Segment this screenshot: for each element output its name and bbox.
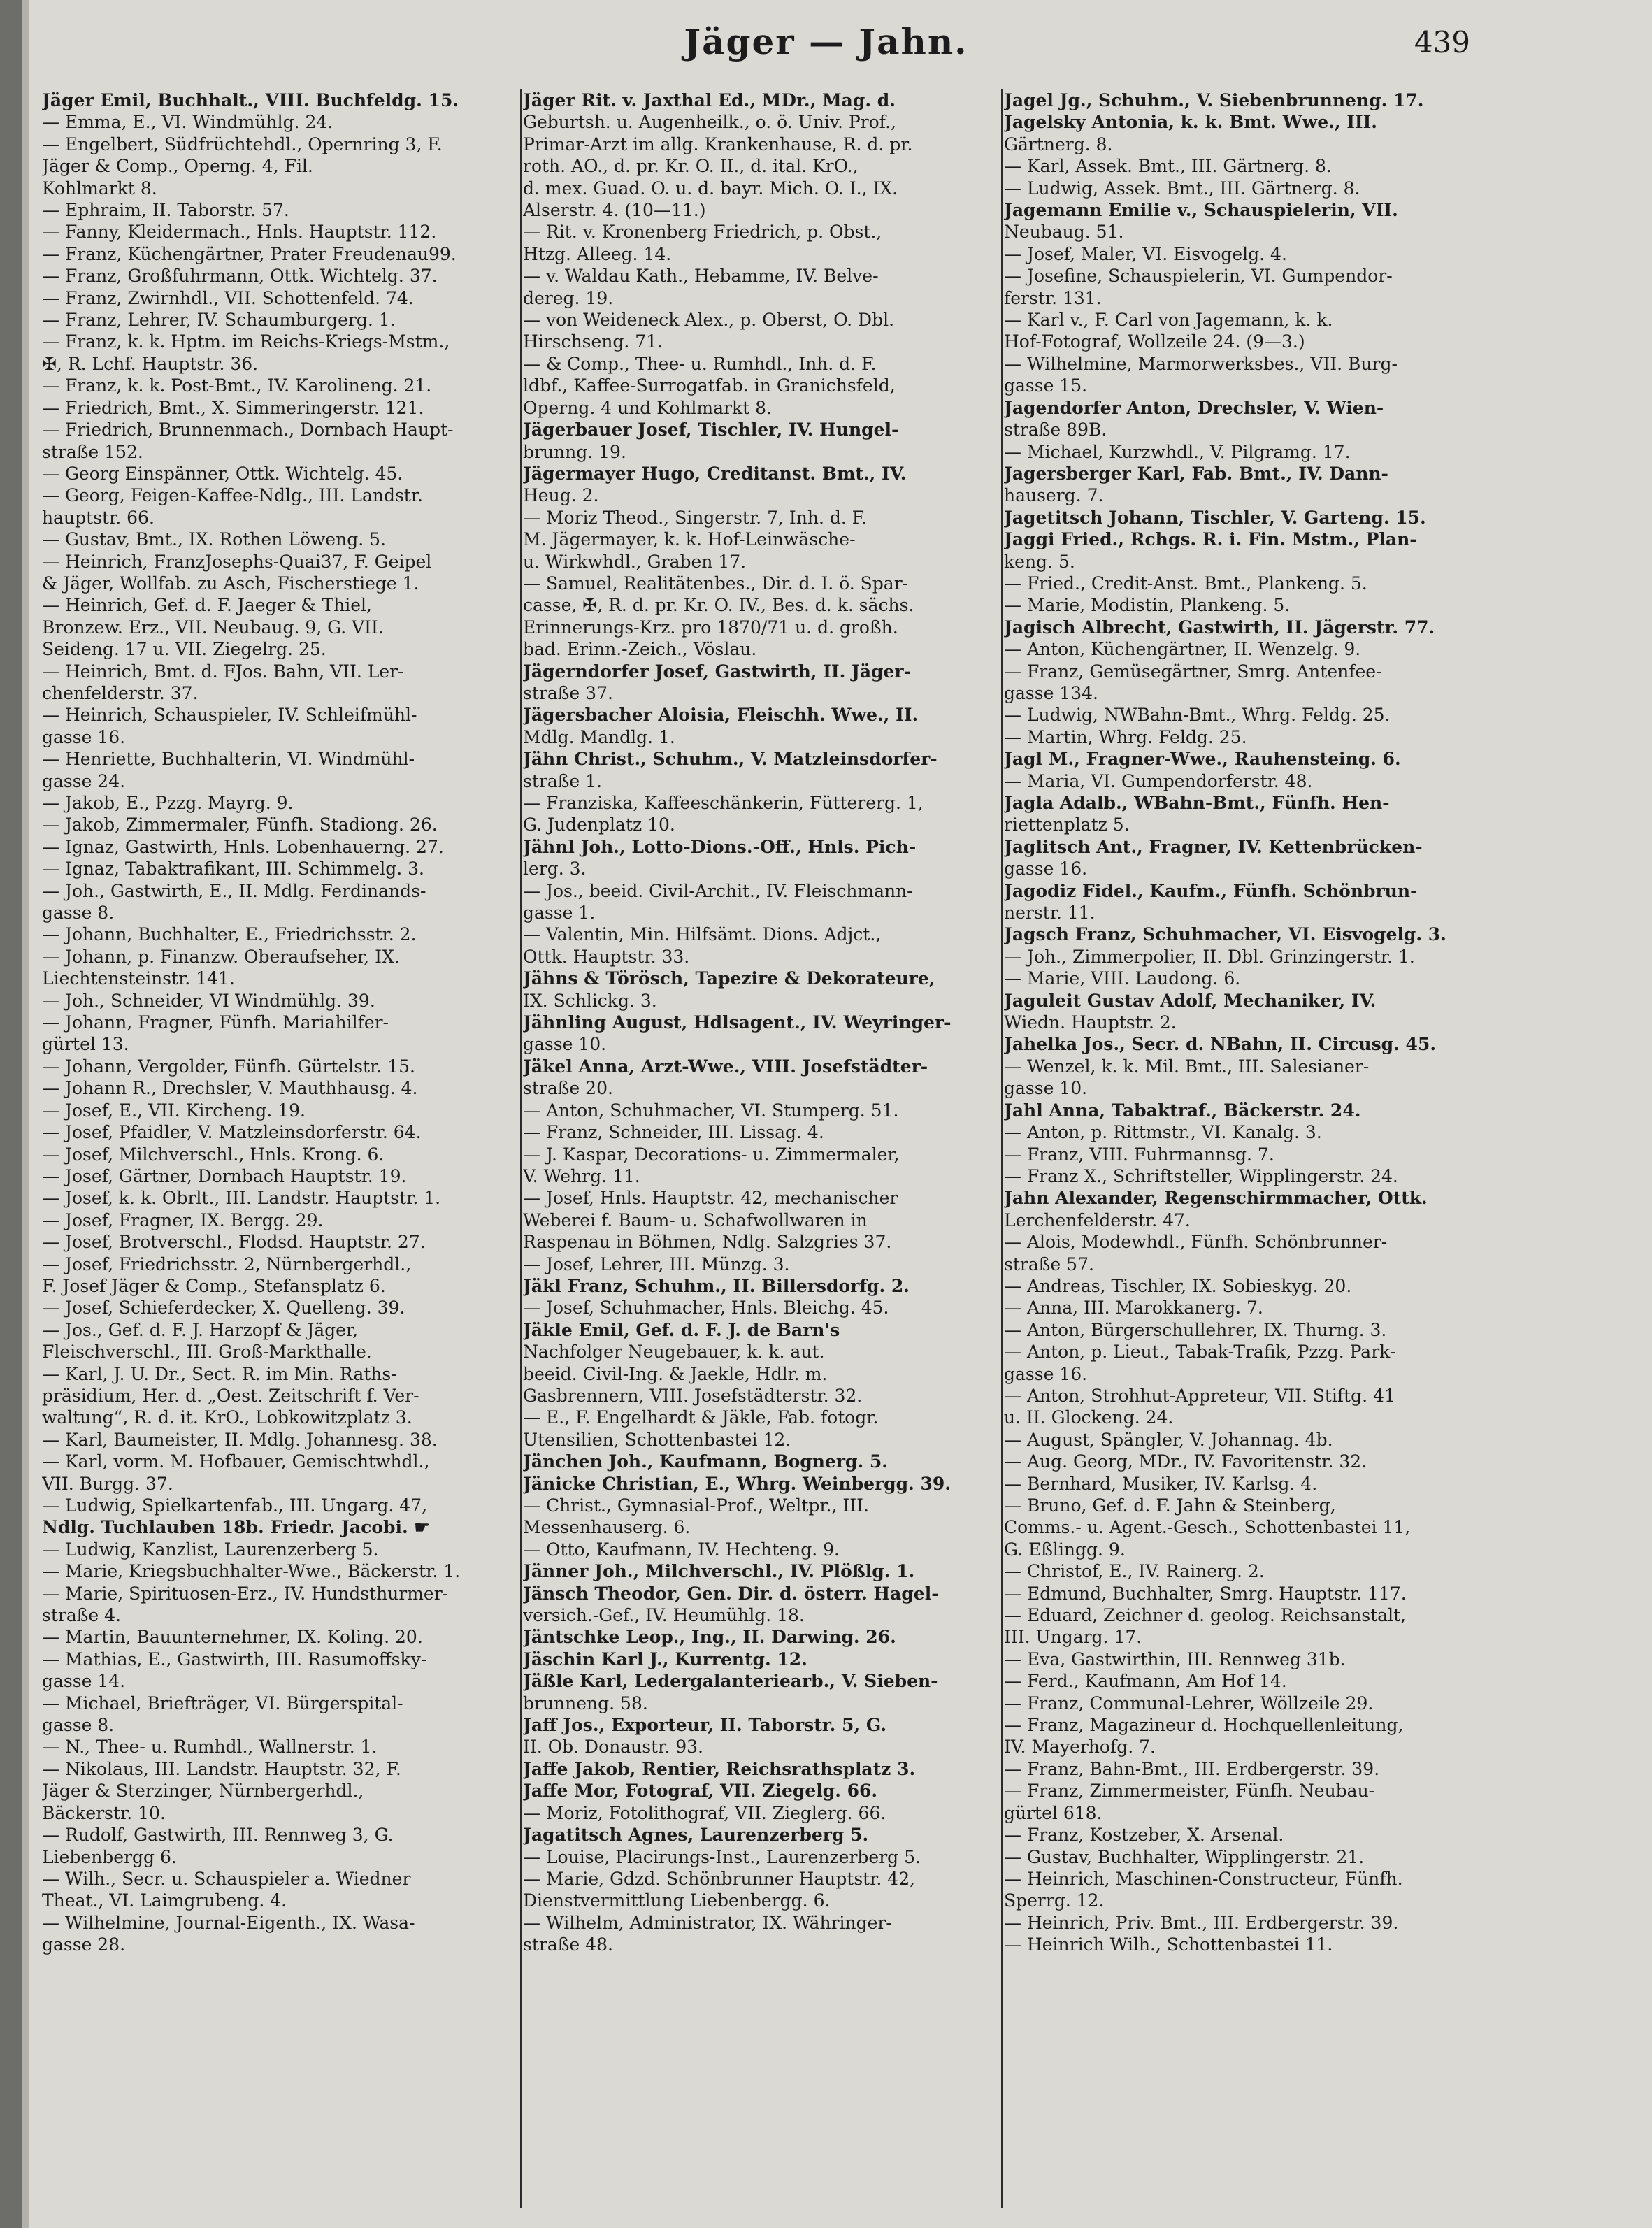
directory-entry-line: — Karl, J. U. Dr., Sect. R. im Min. Raths- [42,1363,397,1384]
directory-entry-line: — Wenzel, k. k. Mil. Bmt., III. Salesianer- [1004,1056,1370,1077]
directory-entry-line: Jaglitsch Ant., Fragner, IV. Kettenbrücken- [1004,836,1423,857]
directory-entry-line: roth. AO., d. pr. Kr. O. II., d. ital. KrO., [523,156,859,177]
directory-entry-line: Liebenbergg 6. [42,1846,177,1867]
directory-entry-line: — N., Thee- u. Rumhdl., Wallnerstr. 1. [42,1737,378,1758]
directory-entry-line: Jagel Jg., Schuhm., V. Siebenbrunneng. 17. [1004,90,1424,110]
directory-entry-line: keng. 5. [1004,551,1075,572]
directory-entry-line: — Josef, Maler, VI. Eisvogelg. 4. [1004,243,1287,264]
directory-entry-line: — Ludwig, NWBahn-Bmt., Whrg. Feldg. 25. [1004,705,1391,726]
directory-entry-line: Jähns & Törösch, Tapezire & Dekorateure, [523,968,935,989]
directory-entry-line: Jäschin Karl J., Kurrentg. 12. [523,1648,807,1669]
directory-entry-line: dereg. 19. [523,287,614,308]
directory-entry-line: gasse 1. [523,903,596,923]
directory-entry-line: — Joh., Gastwirth, E., II. Mdlg. Ferdinands- [42,880,426,901]
directory-entry-line: — Moriz Theod., Singerstr. 7, Inh. d. F. [523,507,868,528]
directory-entry-line: — Michael, Briefträger, VI. Bürgerspital- [42,1692,403,1713]
directory-entry-line: — Franz, Kostzeber, X. Arsenal. [1004,1825,1284,1846]
directory-entry-line: VII. Burgg. 37. [42,1473,173,1494]
directory-entry-line: — Johann, Vergolder, Fünfh. Gürtelstr. 15. [42,1056,415,1077]
directory-entry-line: — Josef, E., VII. Kircheng. 19. [42,1100,306,1121]
directory-entry-line: — Johann R., Drechsler, V. Mauthhausg. 4. [42,1078,418,1099]
directory-entry-line: — Bernhard, Musiker, IV. Karlsg. 4. [1004,1473,1318,1494]
directory-entry-line: — Edmund, Buchhalter, Smrg. Hauptstr. 117. [1004,1583,1407,1604]
directory-entry-line: III. Ungarg. 17. [1004,1627,1142,1648]
directory-entry-line: V. Wehrg. 11. [523,1165,640,1186]
directory-entry-line: Comms.- u. Agent.-Gesch., Schottenbastei 11, [1004,1517,1411,1538]
directory-entry-line: Alserstr. 4. (10—11.) [523,200,706,221]
directory-entry-line: F. Josef Jäger & Comp., Stefansplatz 6. [42,1275,386,1296]
directory-entry-line: — Gustav, Bmt., IX. Rothen Löweng. 5. [42,529,386,550]
directory-entry-line: — Georg Einspänner, Ottk. Wichtelg. 45. [42,463,403,484]
directory-entry-line: — Ludwig, Spielkartenfab., III. Ungarg. 47, [42,1495,428,1516]
directory-entry-line: Htzg. Alleeg. 14. [523,243,672,264]
directory-entry-line: — Wilh., Secr. u. Schauspieler a. Wiedner [42,1868,411,1889]
directory-entry-line: — Ferd., Kaufmann, Am Hof 14. [1004,1671,1287,1692]
directory-entry-line: Jänchen Joh., Kaufmann, Bognerg. 5. [523,1451,888,1472]
directory-entry-line: — Heinrich, Gef. d. F. Jaeger & Thiel, [42,595,372,616]
directory-entry-line: — von Weideneck Alex., p. Oberst, O. Dbl. [523,310,895,331]
directory-entry-line: — Franz X., Schriftsteller, Wipplingerstr. 24. [1004,1165,1398,1186]
directory-entry-line: — Fanny, Kleidermach., Hnls. Hauptstr. 112. [42,222,437,243]
directory-entry-line: Gasbrennern, VIII. Josefstädterstr. 32. [523,1385,863,1406]
directory-entry-line: — Franz, Bahn-Bmt., III. Erdbergerstr. 39. [1004,1758,1380,1779]
scan-binding-edge [0,0,22,2228]
directory-entry-line: beeid. Civil-Ing. & Jaekle, Hdlr. m. [523,1363,828,1384]
directory-entry-line: Erinnerungs-Krz. pro 1870/71 u. d. großh. [523,617,898,638]
directory-entry-line: — Josef, Fragner, IX. Bergg. 29. [42,1209,324,1230]
directory-entry-line: Messenhauserg. 6. [523,1517,691,1538]
directory-entry-line: G. Eßlingg. 9. [1004,1539,1126,1560]
directory-entry-line: — Samuel, Realitätenbes., Dir. d. I. ö. Spar- [523,573,909,594]
directory-entry-line: — E., F. Engelhardt & Jäkle, Fab. fotogr. [523,1407,879,1428]
directory-entry-line: straße 4. [42,1605,122,1626]
directory-entry-line: — Wilhelm, Administrator, IX. Währinger- [523,1912,892,1933]
directory-entry-line: — Eva, Gastwirthin, III. Rennweg 31b. [1004,1648,1346,1669]
directory-entry-line: — Rudolf, Gastwirth, III. Rennweg 3, G. [42,1825,394,1846]
directory-entry-line: gasse 8. [42,903,115,923]
directory-entry-line: Gärtnerg. 8. [1004,134,1113,154]
directory-entry-line: — Marie, Gdzd. Schönbrunner Hauptstr. 42, [523,1868,916,1889]
directory-entry-line: — Rit. v. Kronenberg Friedrich, p. Obst., [523,222,882,243]
directory-entry-line: — Christ., Gymnasial-Prof., Weltpr., III. [523,1495,869,1516]
directory-entry-line: casse, ✠, R. d. pr. Kr. O. IV., Bes. d. k. sächs. [523,595,914,616]
directory-entry-line: — Ephraim, II. Taborstr. 57. [42,200,289,221]
directory-entry-line: — Andreas, Tischler, IX. Sobieskyg. 20. [1004,1275,1352,1296]
directory-entry-line: IV. Mayerhofg. 7. [1004,1737,1156,1758]
directory-entry-line: — Johann, Fragner, Fünfh. Mariahilfer- [42,1012,389,1033]
directory-entry-line: — Otto, Kaufmann, IV. Hechteng. 9. [523,1539,840,1560]
directory-entry-line: straße 20. [523,1078,613,1099]
directory-entry-line: — Wilhelmine, Journal-Eigenth., IX. Wasa- [42,1912,415,1933]
directory-entry-line: — Marie, Kriegsbuchhalter-Wwe., Bäckerstr. 1. [42,1561,461,1582]
directory-entry-line: — Josef, Schieferdecker, X. Quelleng. 39. [42,1298,405,1318]
directory-entry-line: Jaggi Fried., Rchgs. R. i. Fin. Mstm., Plan- [1004,529,1417,550]
directory-entry-line: Wiedn. Hauptstr. 2. [1004,1012,1177,1033]
directory-entry-line: Jäger Emil, Buchhalt., VIII. Buchfeldg. 15. [42,90,459,110]
directory-entry-line: Jägersbacher Aloisia, Fleischh. Wwe., II. [523,705,919,726]
directory-entry-line: Jaffe Mor, Fotograf, VII. Ziegelg. 66. [523,1781,878,1802]
directory-entry-line: nerstr. 11. [1004,903,1096,923]
directory-entry-line: — Heinrich, Schauspieler, IV. Schleifmühl- [42,705,417,726]
directory-entry-line: Jagersberger Karl, Fab. Bmt., IV. Dann- [1004,463,1388,484]
directory-entry-line: — Josef, Friedrichsstr. 2, Nürnbergerhdl., [42,1253,412,1274]
directory-entry-line: — Bruno, Gef. d. F. Jahn & Steinberg, [1004,1495,1336,1516]
directory-entry-line: — Josef, Milchverschl., Hnls. Krong. 6. [42,1144,385,1165]
directory-entry-line: lerg. 3. [523,858,587,879]
directory-entry-line: — Franz, Schneider, III. Lissag. 4. [523,1122,824,1143]
directory-entry-line: Jäkle Emil, Gef. d. F. J. de Barn's [523,1319,840,1340]
directory-entry-line: — Eduard, Zeichner d. geolog. Reichsanstalt, [1004,1605,1407,1626]
directory-entry-line: — Karl, vorm. M. Hofbauer, Gemischtwhdl., [42,1451,430,1472]
directory-entry-line: Jaffe Jakob, Rentier, Reichsrathsplatz 3. [523,1758,916,1779]
directory-entry-line: gasse 10. [1004,1078,1088,1099]
directory-entry-line: — Marie, Modistin, Plankeng. 5. [1004,595,1291,616]
directory-entry-line: Jägermayer Hugo, Creditanst. Bmt., IV. [523,463,907,484]
directory-entry-line: ✠, R. Lchf. Hauptstr. 36. [42,353,259,374]
directory-entry-line: — Anna, III. Marokkanerg. 7. [1004,1298,1263,1318]
directory-entry-line: — Anton, Bürgerschullehrer, IX. Thurng. 3. [1004,1319,1387,1340]
directory-entry-line: Jäger & Sterzinger, Nürnbergerhdl., [42,1781,364,1802]
directory-entry-line: gasse 14. [42,1671,126,1692]
directory-entry-line: hauptstr. 66. [42,507,155,528]
directory-entry-line: — Louise, Placirungs-Inst., Laurenzerberg 5. [523,1846,921,1867]
directory-entry-line: — Anton, p. Rittmstr., VI. Kanalg. 3. [1004,1122,1322,1143]
directory-entry-line: Jagemann Emilie v., Schauspielerin, VII. [1004,200,1398,221]
directory-entry-line: — Friedrich, Brunnenmach., Dornbach Haupt- [42,419,454,440]
directory-entry-line: II. Ob. Donaustr. 93. [523,1737,703,1758]
directory-entry-line: — Christof, E., IV. Rainerg. 2. [1004,1561,1265,1582]
directory-entry-line: — Josef, Gärtner, Dornbach Hauptstr. 19. [42,1165,407,1186]
directory-entry-line: Jagelsky Antonia, k. k. Bmt. Wwe., III. [1004,112,1378,133]
directory-entry-line: Jagendorfer Anton, Drechsler, V. Wien- [1004,397,1384,418]
directory-entry-line: Heug. 2. [523,485,599,506]
directory-entry-line: Operng. 4 und Kohlmarkt 8. [523,397,772,418]
directory-entry-line: — Marie, Spirituosen-Erz., IV. Hundsthurmer- [42,1583,449,1604]
directory-entry-line: Jagla Adalb., WBahn-Bmt., Fünfh. Hen- [1004,793,1390,813]
directory-entry-line: M. Jägermayer, k. k. Hof-Leinwäsche- [523,529,856,550]
directory-entry-line: — Martin, Whrg. Feldg. 25. [1004,726,1247,747]
directory-entry-line: straße 89B. [1004,419,1107,440]
directory-entry-line: Jagatitsch Agnes, Laurenzerberg 5. [523,1825,869,1846]
directory-entry-line: straße 57. [1004,1253,1094,1274]
directory-entry-line: gürtel 618. [1004,1802,1102,1823]
directory-entry-line: Jänicke Christian, E., Whrg. Weinbergg. 39. [523,1473,951,1494]
directory-entry-line: — Heinrich, FranzJosephs-Quai37, F. Geipel [42,551,432,572]
directory-entry-line: Jagodiz Fidel., Kaufm., Fünfh. Schönbrun- [1004,880,1418,901]
directory-entry-line: Primar-Arzt im allg. Krankenhause, R. d. pr. [523,134,913,154]
directory-entry-line: gasse 8. [42,1715,115,1736]
directory-entry-line: — Joh., Zimmerpolier, II. Dbl. Grinzingerstr. 1. [1004,946,1415,967]
directory-entry-line: — Franz, Zwirnhdl., VII. Schottenfeld. 74. [42,287,414,308]
directory-entry-line: — & Comp., Thee- u. Rumhdl., Inh. d. F. [523,353,877,374]
directory-entry-line: — Franz, k. k. Hptm. im Reichs-Kriegs-Mstm., [42,331,450,352]
directory-entry-line: gasse 16. [1004,858,1088,879]
directory-entry-line: Bronzew. Erz., VII. Neubaug. 9, G. VII. [42,617,384,638]
directory-entry-line: — Franziska, Kaffeeschänkerin, Füttererg. 1, [523,793,924,813]
directory-entry-line: — Michael, Kurzwhdl., V. Pilgramg. 17. [1004,441,1351,462]
directory-entry-line: — Maria, VI. Gumpendorferstr. 48. [1004,770,1313,791]
directory-entry-line: Jagetitsch Johann, Tischler, V. Garteng. 15. [1004,507,1426,528]
directory-entry-line: ferstr. 131. [1004,287,1102,308]
directory-entry-line: — Friedrich, Bmt., X. Simmeringerstr. 121. [42,397,424,418]
directory-entry-line: — Nikolaus, III. Landstr. Hauptstr. 32, F. [42,1758,401,1779]
directory-entry-line: gürtel 13. [42,1034,129,1055]
directory-entry-line: — Anton, Schuhmacher, VI. Stumperg. 51. [523,1100,899,1121]
directory-entry-line: — Henriette, Buchhalterin, VI. Windmühl- [42,749,415,770]
directory-entry-line: — Anton, Strohhut-Appreteur, VII. Stiftg. 41 [1004,1385,1395,1406]
directory-entry-line: Dienstvermittlung Liebenbergg. 6. [523,1890,831,1911]
directory-entry-line: Geburtsh. u. Augenheilk., o. ö. Univ. Prof., [523,112,896,133]
directory-entry-line: — Franz, Großfuhrmann, Ottk. Wichtelg. 37. [42,266,438,287]
directory-entry-line: Jahl Anna, Tabaktraf., Bäckerstr. 24. [1004,1100,1361,1121]
directory-entry-line: straße 1. [523,770,603,791]
directory-entry-line: — Josef, k. k. Obrlt., III. Landstr. Hauptstr. 1. [42,1188,441,1209]
directory-entry-line: Liechtensteinstr. 141. [42,968,235,989]
directory-entry-line: Jaff Jos., Exporteur, II. Taborstr. 5, G. [523,1715,887,1736]
directory-entry-line: — Josefine, Schauspielerin, VI. Gumpendor- [1004,266,1393,287]
directory-entry-line: Sperrg. 12. [1004,1890,1105,1911]
directory-entry-line: — v. Waldau Kath., Hebamme, IV. Belve- [523,266,879,287]
directory-entry-line: Jäger & Comp., Operng. 4, Fil. [42,156,313,177]
directory-entry-line: Hof-Fotograf, Wollzeile 24. (9—3.) [1004,331,1305,352]
directory-entry-line: Jähnling August, Hdlsagent., IV. Weyringer- [523,1012,951,1033]
directory-entry-line: Jagisch Albrecht, Gastwirth, II. Jägerstr. 77. [1004,617,1435,638]
directory-entry-line: — Franz, Magazineur d. Hochquellenleitung, [1004,1715,1404,1736]
directory-entry-line: Jägerndorfer Josef, Gastwirth, II. Jäger- [523,661,911,682]
directory-entry-line: Jäkel Anna, Arzt-Wwe., VIII. Josefstädter- [523,1056,928,1077]
directory-entry-line: — Franz, k. k. Post-Bmt., IV. Karolineng. 21. [42,375,432,396]
directory-entry-line: — Jakob, Zimmermaler, Fünfh. Stadiong. 26. [42,814,438,835]
directory-entry-line: Theat., VI. Laimgrubeng. 4. [42,1890,287,1911]
directory-entry-line: gasse 10. [523,1034,607,1055]
directory-entry-line: hauserg. 7. [1004,485,1104,506]
directory-entry-line: Ndlg. Tuchlauben 18b. Friedr. Jacobi. ☛ [42,1517,430,1538]
directory-entry-line: — J. Kaspar, Decorations- u. Zimmermaler, [523,1144,900,1165]
directory-entry-line: — August, Spängler, V. Johannag. 4b. [1004,1429,1333,1450]
directory-entry-line: — Joh., Schneider, VI Windmühlg. 39. [42,990,375,1011]
directory-entry-line: Jäkl Franz, Schuhm., II. Billersdorfg. 2. [523,1275,910,1296]
directory-entry-line: — Ludwig, Kanzlist, Laurenzerberg 5. [42,1539,379,1560]
directory-entry-line: chenfelderstr. 37. [42,682,199,703]
directory-entry-line: Jägerbauer Josef, Tischler, IV. Hungel- [523,419,899,440]
directory-entry-line: Fleischverschl., III. Groß-Markthalle. [42,1342,372,1363]
directory-entry-line: brunneng. 58. [523,1692,648,1713]
directory-entry-line: Jähnl Joh., Lotto-Dions.-Off., Hnls. Pich- [523,836,917,857]
directory-entry-line: Jahelka Jos., Secr. d. NBahn, II. Circusg. 45. [1004,1034,1437,1055]
directory-entry-line: Jähn Christ., Schuhm., V. Matzleinsdorfer- [523,749,938,770]
directory-entry-line: — Josef, Pfaidler, V. Matzleinsdorferstr. 64. [42,1122,422,1143]
directory-entry-line: Jaguleit Gustav Adolf, Mechaniker, IV. [1004,990,1377,1011]
directory-entry-line: brunng. 19. [523,441,626,462]
directory-entry-line: — Heinrich, Bmt. d. FJos. Bahn, VII. Ler- [42,661,404,682]
directory-entry-line: gasse 28. [42,1934,126,1955]
directory-entry-line: — Heinrich Wilh., Schottenbastei 11. [1004,1934,1333,1955]
directory-entry-line: IX. Schlickg. 3. [523,990,657,1011]
directory-entry-line: Bäckerstr. 10. [42,1802,166,1823]
directory-entry-line: — Marie, VIII. Laudong. 6. [1004,968,1241,989]
directory-entry-line: — Josef, Lehrer, III. Münzg. 3. [523,1253,790,1274]
directory-entry-line: bad. Erinn.-Zeich., Vöslau. [523,639,757,660]
directory-entry-line: Utensilien, Schottenbastei 12. [523,1429,791,1450]
directory-entry-line: — Ludwig, Assek. Bmt., III. Gärtnerg. 8. [1004,178,1360,199]
directory-entry-line: gasse 134. [1004,682,1098,703]
directory-entry-line: — Franz, Küchengärtner, Prater Freudenau99. [42,243,457,264]
directory-entry-line: Jänner Joh., Milchverschl., IV. Plößlg. 1. [523,1561,915,1582]
directory-entry-line: straße 48. [523,1934,613,1955]
directory-entry-line: Seideng. 17 u. VII. Ziegelrg. 25. [42,639,326,660]
directory-entry-line: Hirschseng. 71. [523,331,663,352]
directory-entry-line: — Franz, Zimmermeister, Fünfh. Neubau- [1004,1781,1375,1802]
directory-entry-line: — Mathias, E., Gastwirth, III. Rasumoffsky- [42,1648,427,1669]
directory-entry-line: Jäßle Karl, Ledergalanteriearb., V. Sieben- [523,1671,938,1692]
scan-binding-shadow [22,0,29,2228]
directory-entry-line: gasse 16. [42,726,126,747]
directory-entry-line: — Josef, Hnls. Hauptstr. 42, mechanischer [523,1188,898,1209]
directory-entry-line: — Martin, Bauunternehmer, IX. Koling. 20. [42,1627,423,1648]
directory-entry-line: gasse 16. [1004,1363,1088,1384]
directory-entry-line: Neubaug. 51. [1004,222,1124,243]
directory-entry-line: — Josef, Schuhmacher, Hnls. Bleichg. 45. [523,1298,889,1318]
directory-entry-line: u. Wirkwhdl., Graben 17. [523,551,747,572]
directory-entry-line: Jagsch Franz, Schuhmacher, VI. Eisvogelg. 3. [1004,924,1446,945]
directory-entry-line: Weberei f. Baum- u. Schafwollwaren in [523,1209,868,1230]
directory-entry-line: — Johann, Buchhalter, E., Friedrichsstr. 2. [42,924,417,945]
column-divider [1001,89,1003,2208]
directory-entry-line: — Karl v., F. Carl von Jagemann, k. k. [1004,310,1333,331]
directory-entry-line: d. mex. Guad. O. u. d. bayr. Mich. O. I., IX. [523,178,898,199]
directory-entry-line: — Franz, Gemüsegärtner, Smrg. Antenfee- [1004,661,1382,682]
column-3 [1004,89,1479,2215]
directory-entry-line: Lerchenfelderstr. 47. [1004,1209,1191,1230]
directory-entry-line: — Johann, p. Finanzw. Oberaufseher, IX. [42,946,400,967]
directory-entry-line: — Heinrich, Maschinen-Constructeur, Fünfh. [1004,1868,1403,1889]
directory-entry-line: Nachfolger Neugebauer, k. k. aut. [523,1342,825,1363]
directory-entry-line: straße 37. [523,682,613,703]
page-title: Jäger — Jahn. [684,21,968,62]
directory-entry-line: — Franz, Communal-Lehrer, Wöllzeile 29. [1004,1692,1374,1713]
directory-entry-line: riettenplatz 5. [1004,814,1130,835]
directory-entry-line: — Josef, Brotverschl., Flodsd. Hauptstr. 27. [42,1232,426,1253]
directory-entry-line: Ottk. Hauptstr. 33. [523,946,690,967]
directory-entry-line: — Gustav, Buchhalter, Wipplingerstr. 21. [1004,1846,1365,1867]
directory-entry-line: Jagl M., Fragner-Wwe., Rauhensteing. 6. [1004,749,1401,770]
directory-entry-line: — Alois, Modewhdl., Fünfh. Schönbrunner- [1004,1232,1388,1253]
directory-entry-line: — Ignaz, Tabaktrafikant, III. Schimmelg. 3. [42,858,424,879]
directory-entry-line: versich.-Gef., IV. Heumühlg. 18. [523,1605,805,1626]
directory-entry-line: — Georg, Feigen-Kaffee-Ndlg., III. Landstr. [42,485,423,506]
directory-entry-line: — Wilhelmine, Marmorwerksbes., VII. Burg- [1004,353,1398,374]
directory-entry-line: — Karl, Assek. Bmt., III. Gärtnerg. 8. [1004,156,1332,177]
directory-entry-line: — Fried., Credit-Anst. Bmt., Plankeng. 5. [1004,573,1367,594]
directory-entry-line: Raspenau in Böhmen, Ndlg. Salzgries 37. [523,1232,892,1253]
directory-entry-line: — Moriz, Fotolithograf, VII. Zieglerg. 66. [523,1802,886,1823]
directory-entry-line: — Emma, E., VI. Windmühlg. 24. [42,112,333,133]
directory-entry-line: Jänsch Theodor, Gen. Dir. d. österr. Hagel- [523,1583,939,1604]
directory-entry-line: waltung“, R. d. it. KrO., Lobkowitzplatz 3. [42,1407,412,1428]
directory-entry-line: gasse 24. [42,770,126,791]
directory-entry-line: Mdlg. Mandlg. 1. [523,726,675,747]
page-number: 439 [1414,25,1470,59]
directory-entry-line: — Ignaz, Gastwirth, Hnls. Lobenhauerng. 27. [42,836,444,857]
directory-entry-line: — Franz, VIII. Fuhrmannsg. 7. [1004,1144,1274,1165]
directory-entry-line: Jahn Alexander, Regenschirmmacher, Ottk. [1004,1188,1428,1209]
directory-entry-line: — Anton, Küchengärtner, II. Wenzelg. 9. [1004,639,1361,660]
directory-entry-line: — Jos., Gef. d. F. J. Harzopf & Jäger, [42,1319,359,1340]
column-2 [523,89,998,2215]
directory-entry-line: präsidium, Her. d. „Oest. Zeitschrift f. Ver- [42,1385,419,1406]
directory-entry-line: gasse 15. [1004,375,1088,396]
directory-entry-line: — Franz, Lehrer, IV. Schaumburgerg. 1. [42,310,396,331]
column-divider [520,89,522,2208]
directory-entry-line: & Jäger, Wollfab. zu Asch, Fischerstiege 1. [42,573,419,594]
directory-entry-line: — Aug. Georg, MDr., IV. Favoritenstr. 32. [1004,1451,1367,1472]
directory-entry-line: — Heinrich, Priv. Bmt., III. Erdbergerstr. 39. [1004,1912,1399,1933]
column-1 [42,89,517,2215]
directory-entry-line: ldbf., Kaffee-Surrogatfab. in Granichsfeld, [523,375,896,396]
directory-entry-line: — Valentin, Min. Hilfsämt. Dions. Adjct., [523,924,882,945]
directory-entry-line: Jäntschke Leop., Ing., II. Darwing. 26. [523,1627,896,1648]
directory-entry-line: — Karl, Baumeister, II. Mdlg. Johannesg. 38. [42,1429,438,1450]
directory-entry-line: straße 152. [42,441,143,462]
directory-entry-line: — Anton, p. Lieut., Tabak-Trafik, Pzzg. Park- [1004,1342,1396,1363]
directory-entry-line: — Jos., beeid. Civil-Archit., IV. Fleischmann- [523,880,913,901]
directory-entry-line: — Engelbert, Südfrüchtehdl., Opernring 3, F. [42,134,443,154]
directory-entry-line: Kohlmarkt 8. [42,178,157,199]
directory-entry-line: Jäger Rit. v. Jaxthal Ed., MDr., Mag. d. [523,90,896,110]
directory-entry-line: G. Judenplatz 10. [523,814,675,835]
directory-entry-line: — Jakob, E., Pzzg. Mayrg. 9. [42,793,294,813]
directory-entry-line: u. II. Glockeng. 24. [1004,1407,1174,1428]
